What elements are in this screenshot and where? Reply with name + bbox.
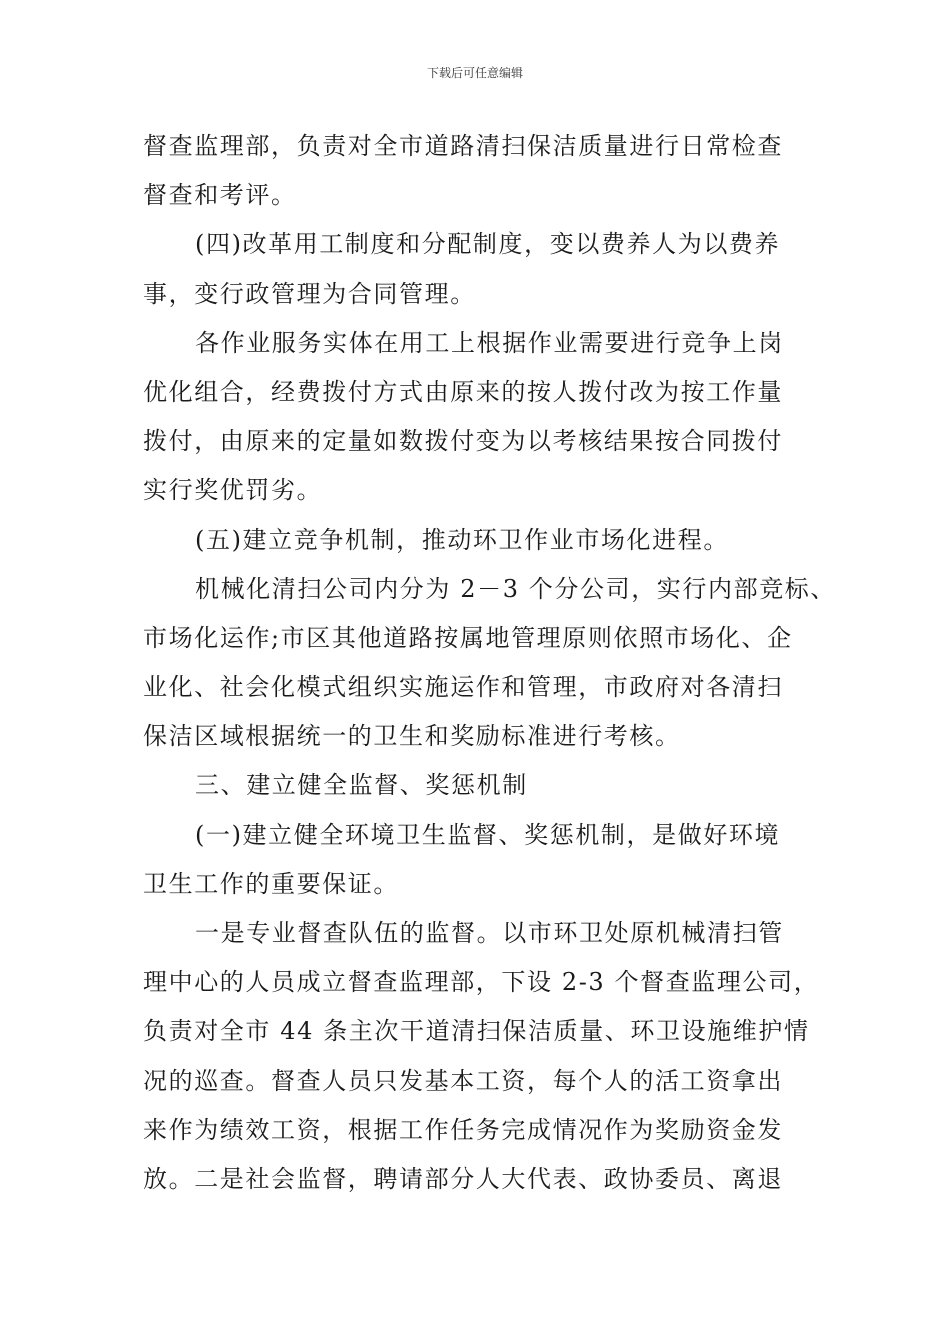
text-line: 事，变行政管理为合同管理。 <box>143 279 476 308</box>
text-line: 负责对全市 44 条主次干道清扫保洁质量、环卫设施维护情 <box>143 1017 810 1046</box>
paragraph-heading: (五)建立竞争机制，推动环卫作业市场化进程。 <box>195 525 729 554</box>
text-line: 督查监理部，负责对全市道路清扫保洁质量进行日常检查 <box>143 132 783 160</box>
text-line: 拨付，由原来的定量如数拨付变为以考核结果按合同拨付 <box>143 427 783 456</box>
text-line: 优化组合，经费拨付方式由原来的按人拨付改为按工作量 <box>143 377 783 406</box>
paragraph-heading: (四)改革用工制度和分配制度，变以费养人为以费养 <box>195 230 781 259</box>
paragraph-heading: (一)建立健全环境卫生监督、奖惩机制，是做好环境 <box>195 820 781 849</box>
text-line: 业化、社会化模式组织实施运作和管理，市政府对各清扫 <box>143 673 783 702</box>
paragraph-start: 机械化清扫公司内分为 2－3 个分公司，实行内部竞标、 <box>195 574 836 603</box>
text-line: 实行奖优罚劣。 <box>143 476 323 505</box>
page-header: 下载后可任意编辑 <box>426 66 523 80</box>
paragraph-start: 一是专业督查队伍的监督。以市环卫处原机械清扫管 <box>195 919 784 947</box>
text-line: 况的巡查。督查人员只发基本工资，每个人的活工资拿出 <box>143 1066 783 1095</box>
text-line: 保洁区域根据统一的卫生和奖励标准进行考核。 <box>143 722 681 751</box>
text-line: 卫生工作的重要保证。 <box>143 869 399 898</box>
text-line: 市场化运作;市区其他道路按属地管理原则依照市场化、企 <box>143 623 793 652</box>
section-heading: 三、建立健全监督、奖惩机制 <box>195 771 528 800</box>
text-line: 理中心的人员成立督查监理部，下设 2-3 个督查监理公司， <box>143 968 820 997</box>
document-body <box>143 122 836 1204</box>
text-line: 来作为绩效工资，根据工作任务完成情况作为奖励资金发 <box>143 1115 783 1144</box>
text-line: 放。二是社会监督，聘请部分人大代表、政协委员、离退 <box>143 1164 783 1193</box>
text-line: 督查和考评。 <box>143 181 297 210</box>
paragraph-start: 各作业服务实体在用工上根据作业需要进行竞争上岗 <box>195 328 784 357</box>
